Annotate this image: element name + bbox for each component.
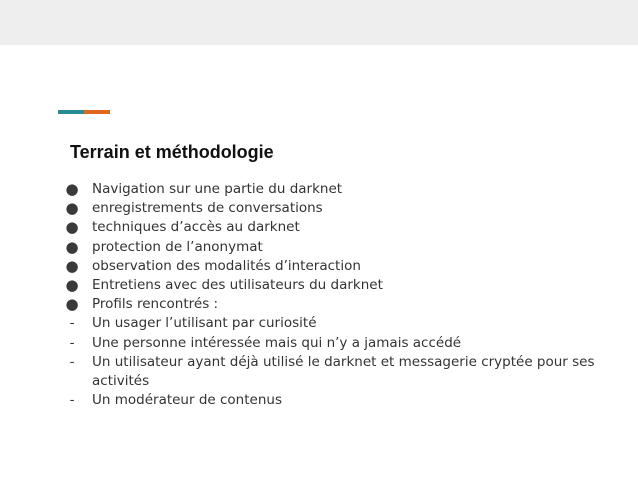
list-item (64, 314, 604, 333)
list-item (64, 180, 604, 199)
list-item (64, 391, 604, 410)
list-item (64, 257, 604, 276)
list-item-text: Un usager l’utilisant par curiosité (92, 315, 317, 332)
list-item-text: Une personne intéressée mais qui n’y a jamais accédé (92, 334, 462, 351)
bullet-marker: ● (65, 256, 79, 275)
list-item (64, 218, 604, 237)
list-item-text: protection de l’anonymat (92, 238, 263, 255)
bullet-marker: ● (65, 199, 79, 218)
dash-marker: - (69, 353, 75, 370)
list-item (64, 199, 604, 218)
list-item-text: Un utilisateur ayant déjà utilisé le darknet et messagerie cryptée pour ses activités (92, 353, 595, 390)
dash-marker: - (69, 334, 75, 351)
list-item-text: Entretiens avec des utilisateurs du darknet (92, 277, 383, 294)
list-item (64, 276, 604, 295)
slide-title: Terrain et méthodologie (70, 142, 274, 162)
list-item-text: Un modérateur de contenus (92, 392, 282, 409)
accent-bar-orange (84, 110, 110, 114)
list-item (64, 295, 604, 314)
bullet-marker: ● (65, 295, 79, 314)
dash-marker: - (69, 315, 75, 332)
bullet-marker: ● (65, 237, 79, 256)
list-item-text: Profils rencontrés : (92, 296, 219, 313)
accent-bar-teal (58, 110, 84, 114)
bullet-marker: ● (65, 276, 79, 295)
bullet-list (64, 180, 604, 410)
bullet-marker: ● (65, 218, 79, 237)
list-item-text: Navigation sur une partie du darknet (92, 181, 343, 197)
accent-bar (58, 110, 110, 114)
bullet-marker: ● (65, 180, 79, 198)
list-item (64, 353, 604, 391)
list-item-text: techniques d’accès au darknet (92, 219, 300, 236)
header-band (0, 0, 638, 45)
list-item (64, 238, 604, 257)
list-item-text: enregistrements de conversations (92, 200, 323, 217)
list-item-text: observation des modalités d’interaction (92, 257, 361, 274)
list-item (64, 334, 604, 353)
dash-marker: - (69, 392, 75, 409)
